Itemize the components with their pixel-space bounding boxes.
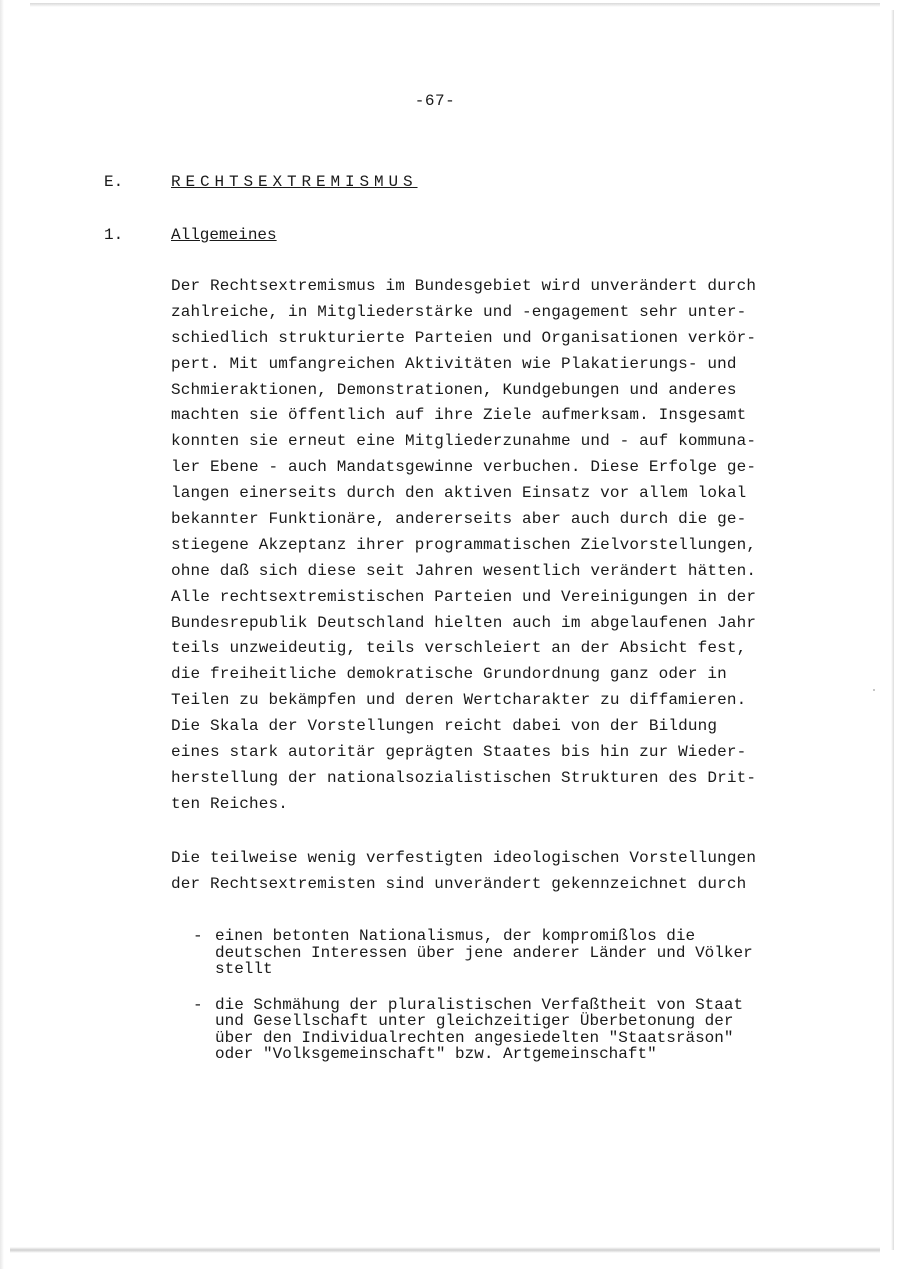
chapter-label: E. <box>104 173 124 191</box>
text-line: über den Individualrechten angesiedelten "Staatsräson" <box>215 1028 734 1047</box>
bullet-dash: - <box>193 995 203 1014</box>
page-edge-top <box>30 3 880 7</box>
text-line: deutschen Interessen über jene anderer Länder und Völker <box>215 943 753 962</box>
page-number: -67- <box>414 92 456 110</box>
text-line: konnten sie erneut eine Mitgliederzunahme und - auf kommuna- <box>171 432 757 451</box>
text-line: zahlreiche, in Mitgliederstärke und -engagement sehr unter- <box>171 302 747 321</box>
paragraph-intro <box>171 274 831 818</box>
bullet-dash: - <box>193 927 203 945</box>
text-line: bekannter Funktionäre, andererseits aber auch durch die ge- <box>171 510 747 529</box>
text-line: Die Skala der Vorstellungen reicht dabei von der Bildung <box>171 717 718 736</box>
section-title: Allgemeines <box>171 226 277 244</box>
text-line: und Gesellschaft unter gleichzeitiger Überbetonung der <box>215 1012 734 1030</box>
chapter-title: RECHTSEXTREMISMUS <box>171 173 418 191</box>
paragraph-characteristics <box>171 846 831 898</box>
text-line: eines stark autoritär geprägten Staates bis hin zur Wieder- <box>171 743 747 762</box>
text-line: schiedlich strukturierte Parteien und Organisationen verkör- <box>171 328 757 347</box>
text-line: herstellung der nationalsozialistischen Strukturen des Drit- <box>171 768 757 787</box>
text-line: die freiheitliche demokratische Grundordnung ganz oder in <box>171 665 727 684</box>
text-line: langen einerseits durch den aktiven Einsatz vor allem lokal <box>171 484 747 503</box>
text-line: Teilen zu bekämpfen und deren Wertcharakter zu diffamieren. <box>171 691 747 710</box>
list-item <box>193 997 833 1063</box>
text-line: Bundesrepublik Deutschland hielten auch im abgelaufenen Jahr <box>171 613 757 632</box>
list-item <box>193 928 833 978</box>
text-line: ler Ebene - auch Mandatsgewinne verbuchen. Diese Erfolge ge- <box>171 458 757 477</box>
text-line: pert. Mit umfangreichen Aktivitäten wie Plakatierungs- und <box>171 354 737 373</box>
bullet-list <box>193 928 833 1082</box>
text-line: stiegene Akzeptanz ihrer programmatischen Zielvorstellungen, <box>171 535 757 554</box>
scan-speck <box>873 689 875 691</box>
page-edge-bottom <box>10 1247 880 1253</box>
text-line: Schmieraktionen, Demonstrationen, Kundgebungen und anderes <box>171 380 737 399</box>
text-line: stellt <box>215 960 273 978</box>
text-line: einen betonten Nationalismus, der kompromißlos die <box>215 927 696 945</box>
page-edge-right <box>891 10 894 1250</box>
text-line: Die teilweise wenig verfestigten ideologischen Vorstellungen <box>171 849 757 867</box>
text-line: teils unzweideutig, teils verschleiert an der Absicht fest, <box>171 639 747 658</box>
text-line: die Schmähung der pluralistischen Verfaßtheit von Staat <box>215 995 744 1014</box>
text-line: oder "Volksgemeinschaft" bzw. Artgemeinschaft" <box>215 1045 657 1063</box>
text-line: Alle rechtsextremistischen Parteien und Vereinigungen in der <box>171 587 757 606</box>
text-line: ohne daß sich diese seit Jahren wesentlich verändert hätten. <box>171 561 757 580</box>
text-line: ten Reiches. <box>171 794 289 813</box>
page-edge-left <box>0 0 4 1269</box>
text-line: Der Rechtsextremismus im Bundesgebiet wird unverändert durch <box>171 277 757 295</box>
text-line: machten sie öffentlich auf ihre Ziele aufmerksam. Insgesamt <box>171 406 747 425</box>
text-line: der Rechtsextremisten sind unverändert gekennzeichnet durch <box>171 874 747 893</box>
section-label: 1. <box>104 226 124 244</box>
